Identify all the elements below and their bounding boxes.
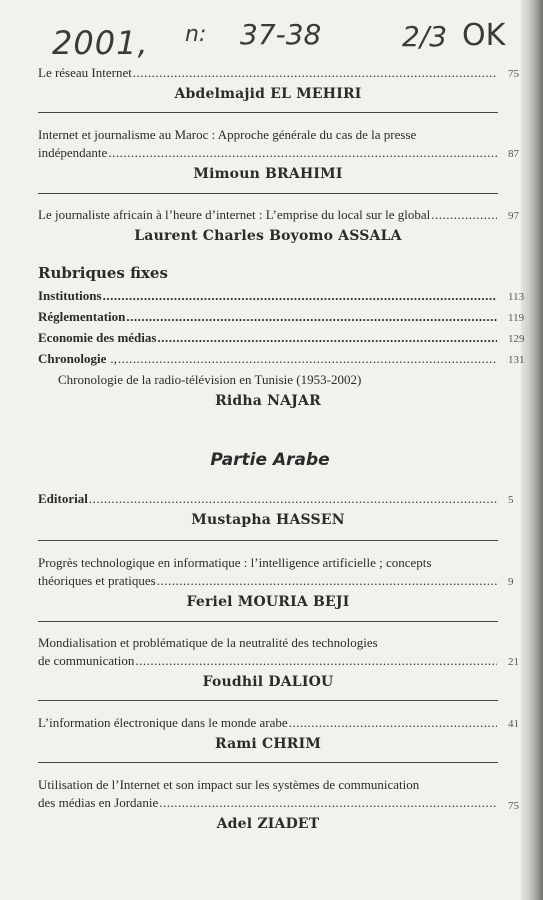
- divider: [38, 762, 498, 763]
- entry-title-line: [38, 206, 498, 224]
- handwritten-note: [30, 16, 510, 64]
- toc-entry: [38, 714, 498, 753]
- page-number: 129: [508, 333, 525, 345]
- page-number: 119: [508, 312, 525, 324]
- entry-title: Utilisation de l’Internet et son impact sur les systèmes de communication: [38, 777, 420, 792]
- dot-leader: [133, 64, 497, 82]
- divider: [38, 621, 498, 622]
- entry-title-line: [38, 572, 498, 590]
- divider: [38, 700, 498, 701]
- toc-entry: [38, 776, 498, 833]
- entry-author: Feriel MOURIA BEJI: [186, 594, 350, 610]
- handwritten-status: OK: [462, 18, 506, 53]
- rubrique-item: [38, 329, 498, 347]
- page-number: 113: [508, 291, 525, 303]
- entry-title-continued: théoriques et pratiques: [38, 573, 156, 588]
- toc-entry: [38, 554, 498, 611]
- entry-author: Laurent Charles Boyomo ASSALA: [134, 228, 402, 244]
- toc-entry: [38, 64, 498, 103]
- divider: [38, 540, 498, 541]
- toc-entry: [38, 634, 498, 691]
- dot-leader: [89, 490, 497, 508]
- rubrique-item: [38, 308, 498, 326]
- rubrique-item: [38, 287, 498, 305]
- entry-title: L’information électronique dans le monde arabe: [38, 715, 288, 730]
- page-number: 131: [508, 354, 525, 366]
- handwritten-number-label: n:: [185, 22, 207, 47]
- entry-title-line: [38, 490, 498, 508]
- dot-leader: [118, 350, 497, 368]
- divider: [38, 193, 498, 194]
- entry-title: Le réseau Internet: [38, 65, 132, 80]
- entry-title: Chronologie de la radio-télévision en Tunisie (1953-2002): [58, 372, 362, 387]
- divider: [38, 112, 498, 113]
- dot-leader: [103, 287, 497, 305]
- handwritten-issue: 37-38: [240, 18, 322, 51]
- rubrique-label: Réglementation: [38, 309, 126, 324]
- entry-title-line: [38, 64, 498, 82]
- entry-author: Mustapha HASSEN: [191, 512, 345, 528]
- entry-title-line: [38, 652, 498, 670]
- entry-author: Ridha NAJAR: [215, 393, 321, 409]
- page-number: 9: [508, 576, 514, 588]
- rubriques-heading: Rubriques fixes: [38, 264, 168, 282]
- entry-title-continued: de communication: [38, 653, 135, 668]
- dot-leader: [159, 794, 497, 812]
- entry-title-line: [38, 714, 498, 732]
- entry-title: Internet et journalisme au Maroc : Approche générale du cas de la presse: [38, 127, 417, 142]
- section-title: Partie Arabe: [210, 450, 330, 470]
- page-number: 41: [508, 718, 519, 730]
- entry-author: Mimoun BRAHIMI: [193, 166, 343, 182]
- handwritten-fraction: 2/3: [402, 20, 448, 53]
- dot-leader: [157, 329, 497, 347]
- dot-leader: [108, 144, 497, 162]
- entry-title-line: [38, 794, 498, 812]
- toc-entry: [38, 126, 498, 183]
- handwritten-year: 2001,: [52, 24, 149, 62]
- toc-entry: [38, 490, 498, 529]
- rubrique-label: Chronologie: [38, 351, 107, 366]
- dot-leader: [289, 714, 497, 732]
- dot-leader: [126, 308, 497, 326]
- entry-author: Foudhil DALIOU: [202, 674, 334, 690]
- rubrique-item: [38, 350, 498, 368]
- entry-title-continued: indépendante: [38, 145, 108, 160]
- entry-title: Mondialisation et problématique de la neutralité des technologies: [38, 635, 378, 650]
- entry-title-line: [38, 144, 498, 162]
- page-number: 87: [508, 148, 519, 160]
- dot-leader: [135, 652, 497, 670]
- handwritten-mark: .,: [110, 351, 117, 366]
- rubrique-label: Institutions: [38, 288, 102, 303]
- entry-author: Adel ZIADET: [216, 816, 320, 832]
- entry-title-continued: des médias en Jordanie: [38, 795, 159, 810]
- entry-author: Abdelmajid EL MEHIRI: [174, 86, 362, 102]
- page-number: 21: [508, 656, 519, 668]
- toc-entry: [38, 371, 498, 410]
- page-number: 75: [508, 68, 519, 80]
- page-number: 97: [508, 210, 519, 222]
- page-number: 5: [508, 494, 514, 506]
- rubrique-label: Economie des médias: [38, 330, 157, 345]
- toc-entry: [38, 206, 498, 245]
- dot-leader: [157, 572, 497, 590]
- entry-title: Progrès technologique en informatique : l’intelligence artificielle ; concepts: [38, 555, 432, 570]
- entry-title: Le journaliste africain à l’heure d’internet : L’emprise du local sur le global: [38, 207, 431, 222]
- entry-author: Rami CHRIM: [214, 736, 322, 752]
- entry-title: Editorial: [38, 491, 88, 506]
- dot-leader: [431, 206, 497, 224]
- page-number: 75: [508, 800, 519, 812]
